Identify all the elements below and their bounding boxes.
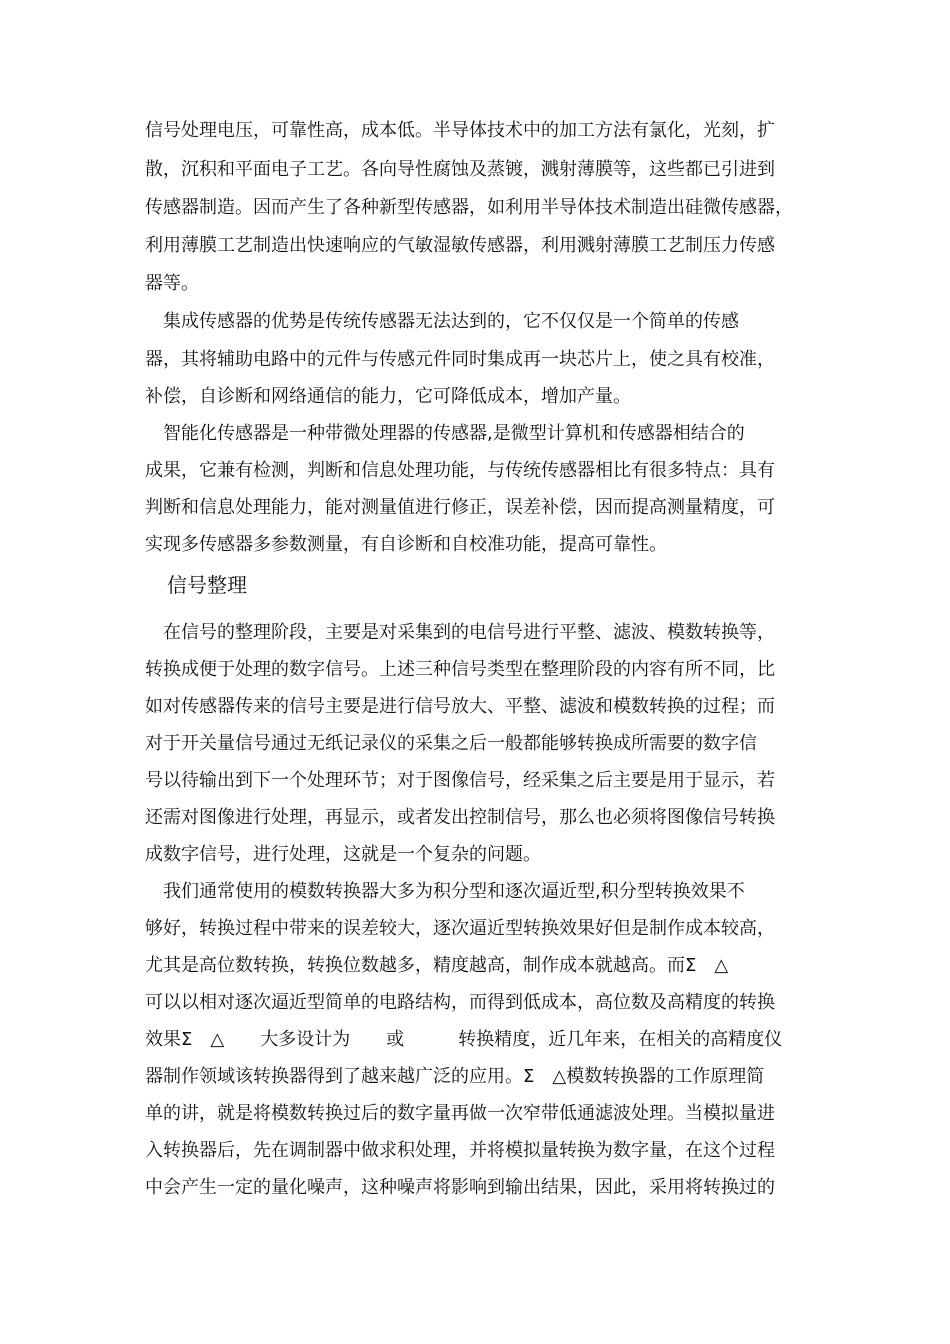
body-text-line: 够好，转换过程中带来的误差较大，逐次逼近型转换效果好但是制作成本较高， (145, 918, 775, 939)
body-text-line: 成数字信号，进行处理，这就是一个复杂的问题。 (145, 844, 541, 865)
body-text-line: 入转换器后，先在调制器中做求积处理，并将模拟量转换为数字量，在这个过程 (145, 1140, 775, 1161)
body-text-line: 信号处理电压，可靠性高，成本低。半导体技术中的加工方法有氯化，光刻，扩 (145, 120, 775, 141)
body-text-line: 我们通常使用的模数转换器大多为积分型和逐次逼近型,积分型转换效果不 (145, 881, 745, 902)
body-text-line: 器等。 (145, 273, 199, 294)
body-text-line: 器，其将辅助电路中的元件与传感元件同时集成再一块芯片上，使之具有校准， (145, 349, 775, 370)
body-text-line: 实现多传感器多参数测量，有自诊断和自校准功能，提高可靠性。 (145, 534, 667, 555)
body-text-line: 传感器制造。因而产生了各种新型传感器，如利用半导体技术制造出硅微传感器， (145, 197, 793, 218)
body-text-line: 可以以相对逐次逼近型简单的电路结构，而得到低成本，高位数及高精度的转换 (145, 992, 775, 1013)
body-text-line: 成果，它兼有检测，判断和信息处理功能，与传统传感器相比有很多特点：具有 (145, 460, 775, 481)
body-text-line: 器制作领域该转换器得到了越来越广泛的应用。Σ △模数转换器的工作原理简 (145, 1066, 765, 1087)
body-text-line: 尤其是高位数转换，转换位数越多，精度越高，制作成本就越高。而Σ △ (145, 955, 729, 976)
body-text-line: 补偿，自诊断和网络通信的能力，它可降低成本，增加产量。 (145, 386, 631, 407)
body-text-line: 散，沉积和平面电子工艺。各向导性腐蚀及蒸镀，溅射薄膜等，这些都已引进到 (145, 159, 775, 180)
body-text-line: 集成传感器的优势是传统传感器无法达到的，它不仅仅是一个简单的传感 (145, 311, 739, 332)
body-text-line: 效果Σ △ 大多设计为 或 转换精度，近几年来，在相关的高精度仪 (145, 1029, 783, 1050)
body-text-line: 如对传感器传来的信号主要是进行信号放大、平整、滤波和模数转换的过程；而 (145, 696, 775, 717)
body-text-line: 号以待输出到下一个处理环节；对于图像信号，经采集之后主要是用于显示，若 (145, 770, 775, 791)
body-text-line: 智能化传感器是一种带微处理器的传感器,是微型计算机和传感器相结合的 (145, 423, 745, 444)
body-text-line: 利用薄膜工艺制造出快速响应的气敏湿敏传感器，利用溅射薄膜工艺制压力传感 (145, 235, 775, 256)
body-text-line: 单的讲，就是将模数转换过后的数字量再做一次窄带低通滤波处理。当模拟量进 (145, 1103, 775, 1124)
body-text-line: 转换成便于处理的数字信号。上述三种信号类型在整理阶段的内容有所不同，比 (145, 659, 775, 680)
body-text-line: 还需对图像进行处理，再显示，或者发出控制信号，那么也必须将图像信号转换 (145, 807, 775, 828)
body-text-line: 在信号的整理阶段，主要是对采集到的电信号进行平整、滤波、模数转换等， (145, 622, 775, 643)
body-text-line: 对于开关量信号通过无纸记录仪的采集之后一般都能够转换成所需要的数字信 (145, 733, 757, 754)
body-text-line: 中会产生一定的量化噪声，这种噪声将影响到输出结果，因此，采用将转换过的 (145, 1177, 775, 1198)
section-heading: 信号整理 (167, 573, 247, 597)
body-text-line: 判断和信息处理能力，能对测量值进行修正，误差补偿，因而提高测量精度，可 (145, 497, 775, 518)
